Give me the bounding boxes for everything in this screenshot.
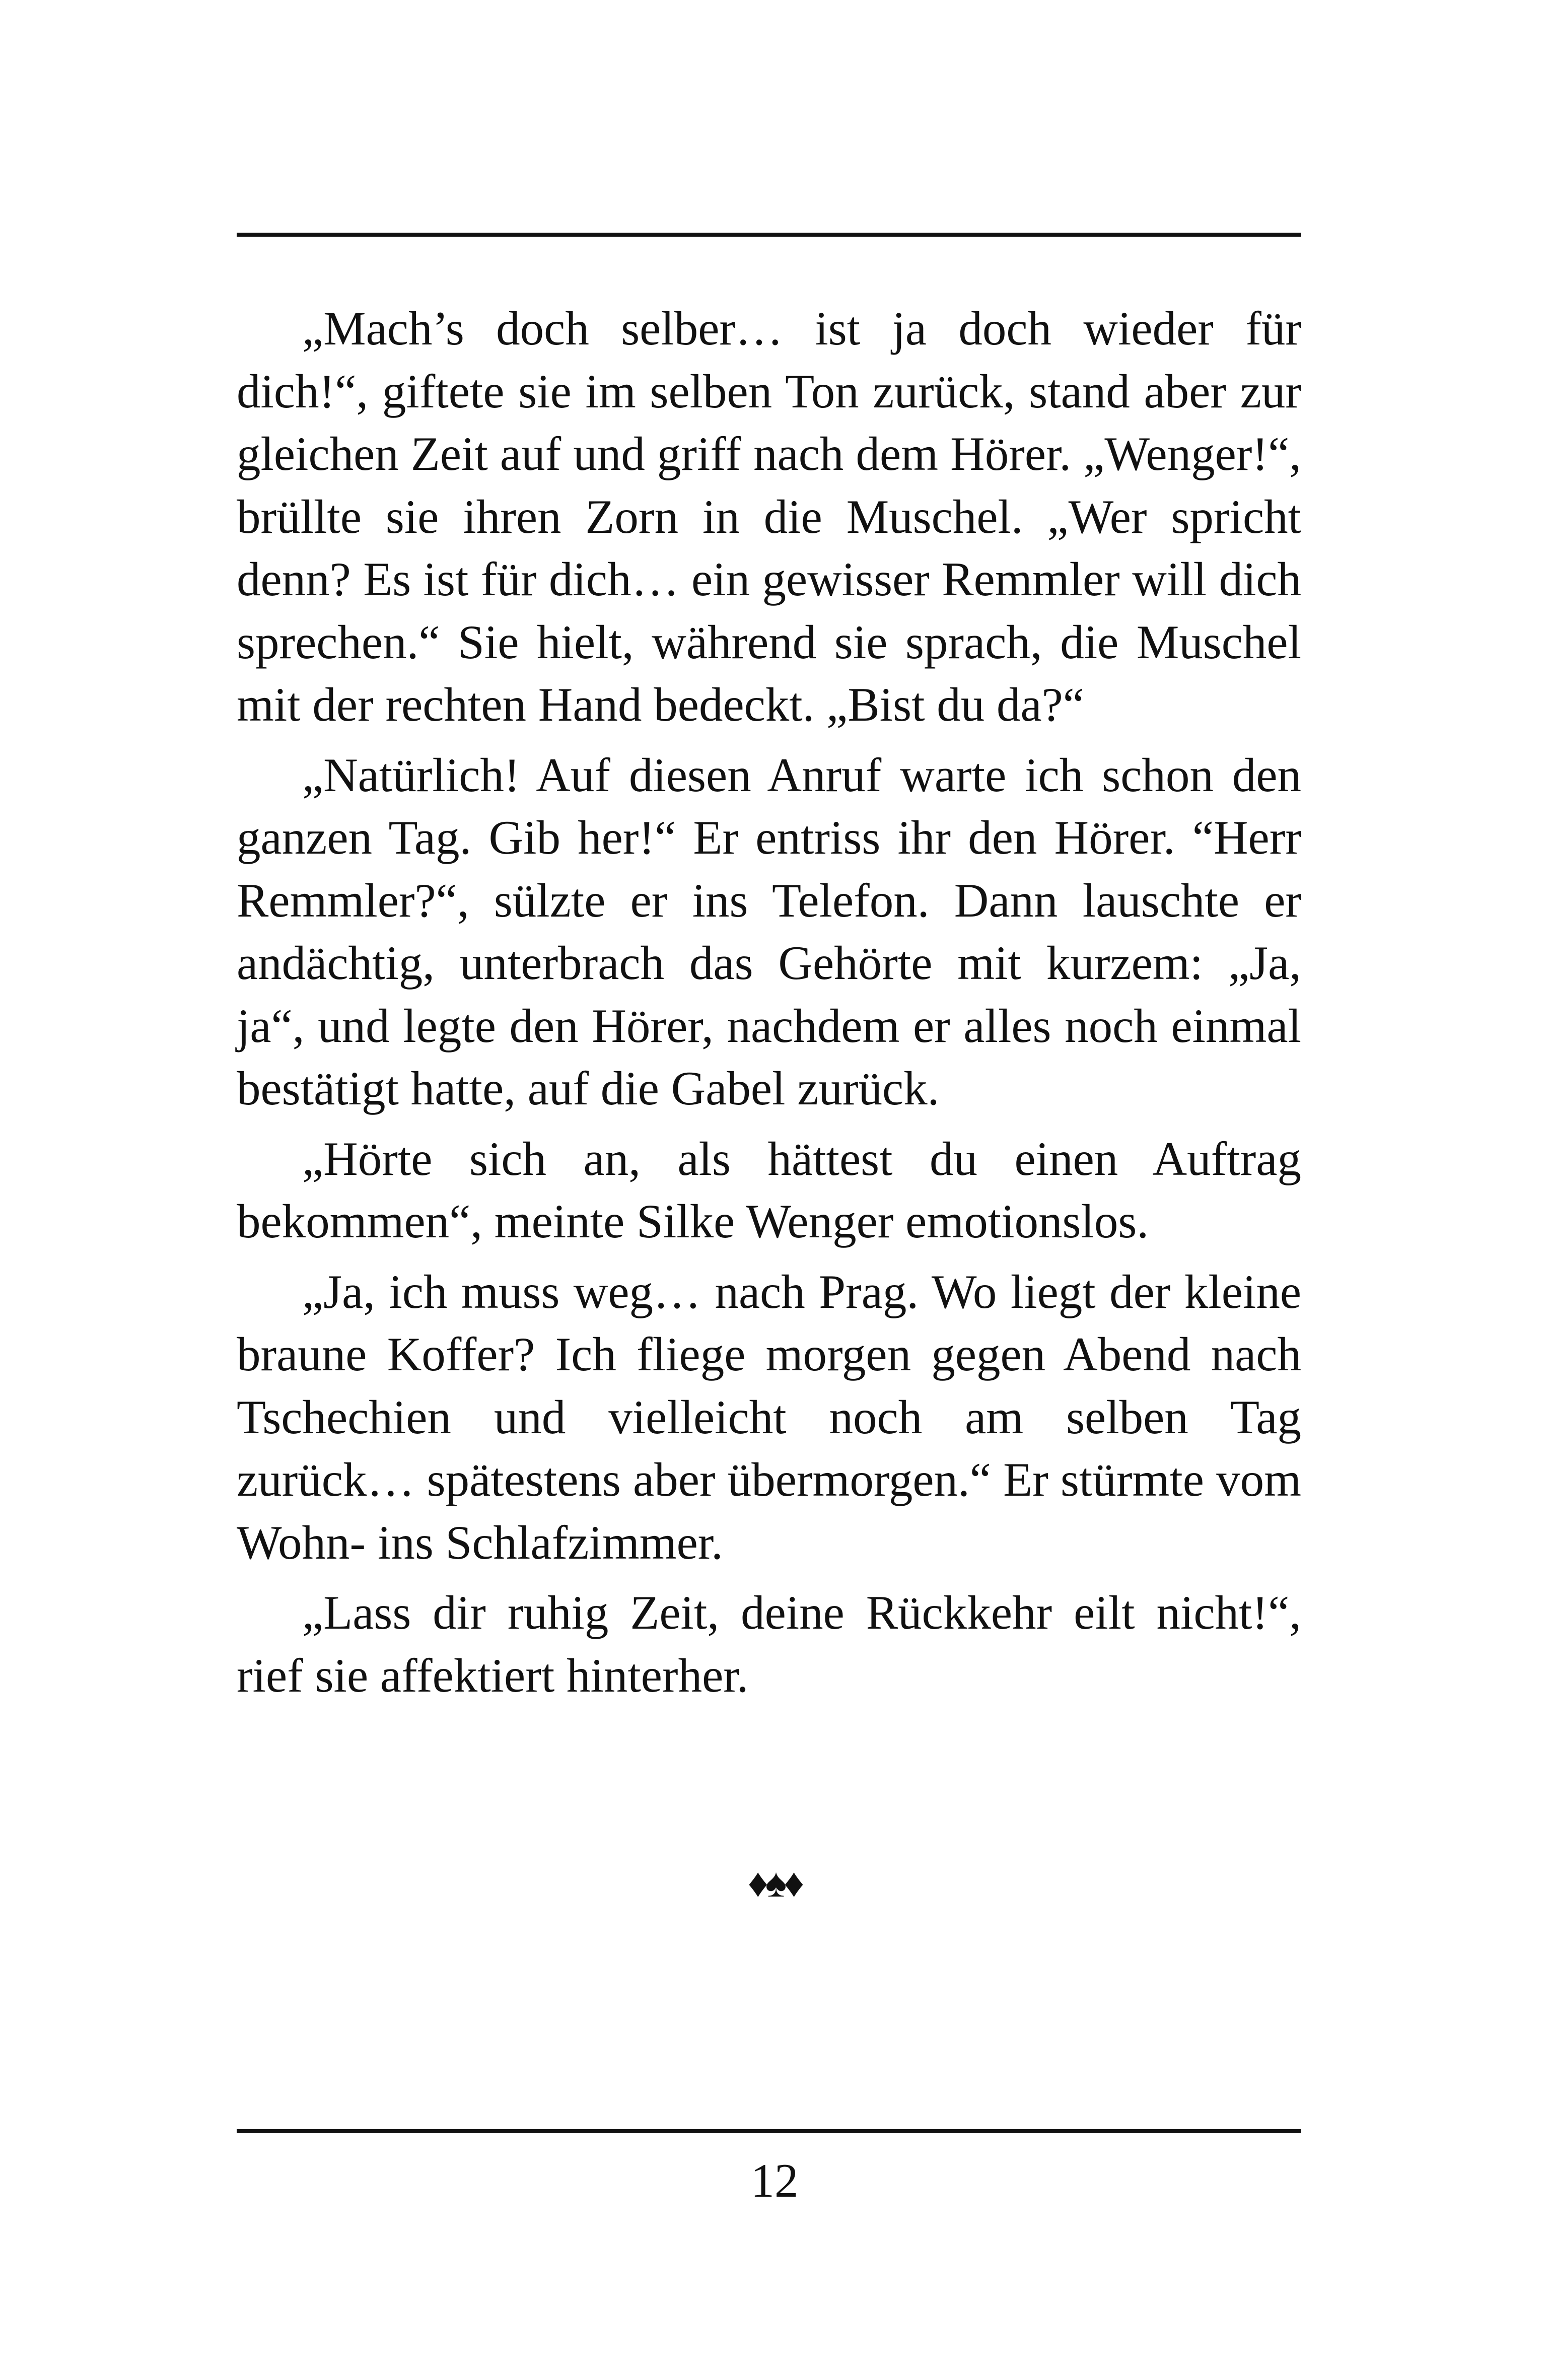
section-break-ornament: ♦♠♦ — [747, 1861, 802, 1906]
paragraph: „Ja, ich muss weg… nach Prag. Wo liegt der kleine braune Koffer? Ich fliege morgen gegen Abend nach Tschechien und vielleicht noch am selben Tag zurück… spätestens aber übermorgen.“ Er stürmte vom Wohn- ins Schlafzimmer. — [237, 1265, 1301, 1569]
paragraph: „Hörte sich an, als hättest du einen Auftrag bekommen“, meinte Silke Wenger emotionslos. — [237, 1132, 1301, 1248]
body-text — [237, 297, 1301, 1714]
bottom-rule — [237, 2129, 1301, 2133]
top-rule — [237, 233, 1301, 237]
paragraph: „Mach’s doch selber… ist ja doch wieder für dich!“, giftete sie im selben Ton zurück, stand aber zur gleichen Zeit auf und griff nach dem Hörer. „Wenger!“, brüllte sie ihren Zorn in die Muschel. „Wer spricht denn? Es ist für dich… ein gewisser Remmler will dich sprechen.“ Sie hielt, während sie sprach, die Muschel mit der rechten Hand bedeckt. „Bist du da?“ — [237, 302, 1301, 731]
paragraph: „Lass dir ruhig Zeit, deine Rückkehr eilt nicht!“, rief sie affektiert hinterher. — [237, 1586, 1301, 1702]
paragraph: „Natürlich! Auf diesen Anruf warte ich schon den ganzen Tag. Gib her!“ Er entriss ihr den Hörer. “Herr Remmler?“, sülzte er ins Telefon. Dann lauschte er andächtig, unterbrach das Gehörte mit kurzem: „Ja, ja“, und legte den Hörer, nachdem er alles noch einmal bestätigt hatte, auf die Gabel zurück. — [237, 748, 1301, 1115]
page-number: 12 — [750, 2154, 799, 2207]
